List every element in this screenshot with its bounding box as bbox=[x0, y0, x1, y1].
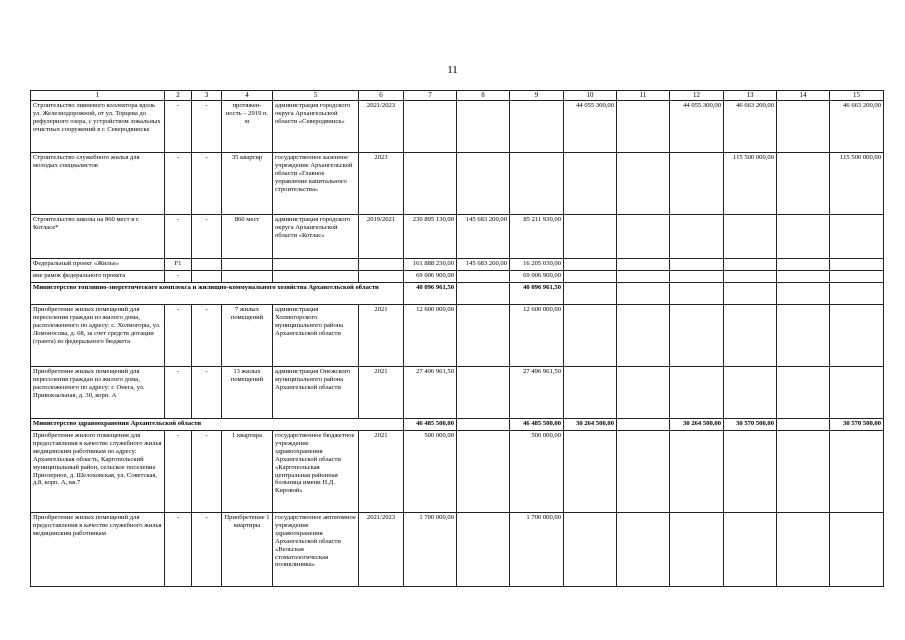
cell: 115 500 000,00 bbox=[830, 153, 884, 215]
cell bbox=[724, 305, 777, 367]
cell: 30 570 500,00 bbox=[724, 419, 777, 431]
row-name: Приобретение жилых помещений для переселения граждан из жилого дома, расположенного по адресу: г. Онега, ул. Привокзальная, д. 30, корп. А bbox=[31, 367, 165, 419]
cell bbox=[617, 431, 670, 513]
row-name: Строительство ливневого коллектора вдоль ул. Железнодорожной, от ул. Торцева до рефулерного озера, с устройством локальных очистных сооружений в г. Северодвинске bbox=[31, 101, 165, 153]
cell: 500 000,00 bbox=[404, 431, 457, 513]
cell bbox=[617, 153, 670, 215]
cell bbox=[222, 271, 273, 283]
cell bbox=[777, 367, 830, 419]
cell: 46 663 200,00 bbox=[724, 101, 777, 153]
col-header: 4 bbox=[222, 91, 273, 101]
cell: 7 жилых помещений bbox=[222, 305, 273, 367]
cell: - bbox=[192, 215, 222, 259]
cell bbox=[457, 283, 510, 305]
cell: 30 264 500,00 bbox=[670, 419, 724, 431]
row-name: Приобретение жилых помещений для переселения граждан из жилого дома, расположенного по адресу: с. Холмогоры, ул. Ломоносова, д. 68, за счет средств дотации (гранта) из федерального бюджета bbox=[31, 305, 165, 367]
cell: 40 096 961,50 bbox=[510, 283, 564, 305]
cell: - bbox=[192, 153, 222, 215]
col-header: 9 bbox=[510, 91, 564, 101]
cell bbox=[724, 259, 777, 271]
cell bbox=[457, 367, 510, 419]
cell bbox=[670, 513, 724, 587]
program-table bbox=[30, 90, 884, 587]
cell bbox=[724, 283, 777, 305]
cell bbox=[724, 271, 777, 283]
cell: F1 bbox=[165, 259, 192, 271]
cell: - bbox=[165, 431, 192, 513]
cell bbox=[670, 305, 724, 367]
cell: - bbox=[192, 431, 222, 513]
cell: 12 600 000,00 bbox=[404, 305, 457, 367]
cell: 16 205 030,00 bbox=[510, 259, 564, 271]
cell bbox=[457, 101, 510, 153]
cell bbox=[192, 259, 222, 271]
cell: 2021 bbox=[359, 367, 404, 419]
cell: 230 895 130,00 bbox=[404, 215, 457, 259]
col-header: 14 bbox=[777, 91, 830, 101]
cell: государственное казенное учреждение Архангельской области «Главное управление капитального строительства» bbox=[273, 153, 359, 215]
cell bbox=[457, 431, 510, 513]
cell bbox=[617, 419, 670, 431]
cell: 46 485 500,00 bbox=[404, 419, 457, 431]
row-name: Строительство служебного жилья для молодых специалистов bbox=[31, 153, 165, 215]
cell bbox=[404, 153, 457, 215]
cell: 40 096 961,50 bbox=[404, 283, 457, 305]
table-row bbox=[31, 215, 884, 259]
col-header: 13 bbox=[724, 91, 777, 101]
cell: 500 000,00 bbox=[510, 431, 564, 513]
table-row bbox=[31, 271, 884, 283]
cell bbox=[670, 271, 724, 283]
cell bbox=[359, 271, 404, 283]
cell bbox=[830, 513, 884, 587]
cell: - bbox=[165, 271, 192, 283]
cell bbox=[457, 419, 510, 431]
cell: 2019/2021 bbox=[359, 215, 404, 259]
cell: 44 055 300,00 bbox=[564, 101, 617, 153]
cell bbox=[564, 271, 617, 283]
cell bbox=[564, 431, 617, 513]
col-header: 11 bbox=[617, 91, 670, 101]
row-name: Приобретение жилых помещений для предоставления в качестве служебного жилья медицинским работникам bbox=[31, 513, 165, 587]
cell bbox=[617, 305, 670, 367]
cell bbox=[222, 259, 273, 271]
table-row bbox=[31, 513, 884, 587]
cell: - bbox=[165, 367, 192, 419]
section-row bbox=[31, 419, 884, 431]
cell: протяжен- ность – 2919 п. м bbox=[222, 101, 273, 153]
cell: - bbox=[192, 513, 222, 587]
cell: 2021/2023 bbox=[359, 101, 404, 153]
cell: 1 700 000,00 bbox=[404, 513, 457, 587]
cell bbox=[830, 431, 884, 513]
table-row bbox=[31, 431, 884, 513]
cell: - bbox=[192, 101, 222, 153]
cell bbox=[564, 513, 617, 587]
cell bbox=[777, 283, 830, 305]
cell bbox=[670, 283, 724, 305]
cell bbox=[564, 305, 617, 367]
cell: - bbox=[165, 513, 192, 587]
cell bbox=[777, 259, 830, 271]
cell: 2021/2023 bbox=[359, 513, 404, 587]
col-header: 10 bbox=[564, 91, 617, 101]
cell bbox=[457, 305, 510, 367]
cell: 1 квартира bbox=[222, 431, 273, 513]
cell: 46 485 500,00 bbox=[510, 419, 564, 431]
cell bbox=[777, 101, 830, 153]
cell bbox=[273, 259, 359, 271]
cell: государственное автономное учреждение здравоохранения Архангельской области «Вельская стоматологическая поликлиника» bbox=[273, 513, 359, 587]
table-row bbox=[31, 153, 884, 215]
cell bbox=[670, 215, 724, 259]
row-name: Приобретение жилого помещения для предоставления в качестве служебного жилья медицинским работникам по адресу: Архангельская область, Каргопольский муниципальный район, сельское поселение Приозерное, д. Шелоховская, ул. Советская, д.8, корп. А, кв.7 bbox=[31, 431, 165, 513]
section-title: Министерство здравоохранения Архангельской области bbox=[31, 419, 404, 431]
col-header: 6 bbox=[359, 91, 404, 101]
cell: государственное бюджетное учреждение здравоохранения Архангельской области «Каргопольская центральная районная больница имени Н.Д. Кировой» bbox=[273, 431, 359, 513]
cell bbox=[617, 101, 670, 153]
cell bbox=[617, 271, 670, 283]
cell bbox=[564, 367, 617, 419]
cell bbox=[777, 419, 830, 431]
cell: 2021 bbox=[359, 305, 404, 367]
cell bbox=[359, 259, 404, 271]
col-header: 2 bbox=[165, 91, 192, 101]
cell: 2023 bbox=[359, 153, 404, 215]
cell bbox=[564, 215, 617, 259]
cell bbox=[273, 271, 359, 283]
cell: 145 683 200,00 bbox=[457, 215, 510, 259]
cell: 44 055 300,00 bbox=[670, 101, 724, 153]
cell bbox=[617, 513, 670, 587]
col-header: 12 bbox=[670, 91, 724, 101]
cell: 30 570 500,00 bbox=[830, 419, 884, 431]
cell: 69 006 900,00 bbox=[404, 271, 457, 283]
cell bbox=[777, 215, 830, 259]
cell bbox=[670, 367, 724, 419]
cell: Приобретение 1 квартиры bbox=[222, 513, 273, 587]
cell: 85 211 930,00 bbox=[510, 215, 564, 259]
cell: - bbox=[165, 153, 192, 215]
cell: 13 жилых помещений bbox=[222, 367, 273, 419]
cell: 115 500 000,00 bbox=[724, 153, 777, 215]
cell: 161 888 230,00 bbox=[404, 259, 457, 271]
cell: 1 700 000,00 bbox=[510, 513, 564, 587]
cell: 2021 bbox=[359, 431, 404, 513]
cell: - bbox=[192, 367, 222, 419]
cell bbox=[564, 283, 617, 305]
cell bbox=[777, 153, 830, 215]
cell bbox=[564, 259, 617, 271]
cell bbox=[724, 431, 777, 513]
cell bbox=[670, 153, 724, 215]
table-row bbox=[31, 101, 884, 153]
cell bbox=[777, 431, 830, 513]
cell: - bbox=[165, 305, 192, 367]
cell: - bbox=[165, 101, 192, 153]
cell: 27 496 961,50 bbox=[510, 367, 564, 419]
col-header: 7 bbox=[404, 91, 457, 101]
cell: 12 600 000,00 bbox=[510, 305, 564, 367]
col-header: 1 bbox=[31, 91, 165, 101]
row-name: Федеральный проект «Жилье» bbox=[31, 259, 165, 271]
cell bbox=[617, 259, 670, 271]
row-name: Строительство школы на 860 мест в г. Котласе* bbox=[31, 215, 165, 259]
col-header: 8 bbox=[457, 91, 510, 101]
cell bbox=[457, 271, 510, 283]
cell bbox=[830, 367, 884, 419]
cell bbox=[617, 367, 670, 419]
cell bbox=[457, 513, 510, 587]
cell: 46 663 200,00 bbox=[830, 101, 884, 153]
cell bbox=[830, 283, 884, 305]
row-name: вне рамок федерального проекта bbox=[31, 271, 165, 283]
cell bbox=[510, 153, 564, 215]
cell: - bbox=[165, 215, 192, 259]
cell: 860 мест bbox=[222, 215, 273, 259]
cell bbox=[192, 271, 222, 283]
cell bbox=[457, 153, 510, 215]
cell bbox=[404, 101, 457, 153]
cell bbox=[724, 513, 777, 587]
cell bbox=[777, 305, 830, 367]
page-number: 11 bbox=[447, 64, 458, 76]
col-header: 15 bbox=[830, 91, 884, 101]
cell bbox=[564, 153, 617, 215]
table-row bbox=[31, 305, 884, 367]
cell: 30 264 500,00 bbox=[564, 419, 617, 431]
column-number-row bbox=[31, 91, 884, 101]
table-row bbox=[31, 367, 884, 419]
table-row bbox=[31, 259, 884, 271]
cell bbox=[777, 271, 830, 283]
cell bbox=[670, 431, 724, 513]
cell bbox=[830, 215, 884, 259]
cell: 145 683 200,00 bbox=[457, 259, 510, 271]
cell bbox=[830, 271, 884, 283]
cell: 27 496 961,50 bbox=[404, 367, 457, 419]
cell bbox=[510, 101, 564, 153]
cell bbox=[724, 367, 777, 419]
cell: 69 006 900,00 bbox=[510, 271, 564, 283]
cell bbox=[670, 259, 724, 271]
col-header: 3 bbox=[192, 91, 222, 101]
cell bbox=[830, 259, 884, 271]
cell bbox=[830, 305, 884, 367]
cell: администрация городского округа Архангельской области «Котлас» bbox=[273, 215, 359, 259]
cell: - bbox=[192, 305, 222, 367]
cell: администрация Онежского муниципального района Архангельской области bbox=[273, 367, 359, 419]
cell bbox=[724, 215, 777, 259]
cell bbox=[617, 215, 670, 259]
cell: администрация городского округа Архангельской области «Северодвинск» bbox=[273, 101, 359, 153]
col-header: 5 bbox=[273, 91, 359, 101]
section-row bbox=[31, 283, 884, 305]
cell: 35 квартир bbox=[222, 153, 273, 215]
cell: администрация Холмогорского муниципального района Архангельской области bbox=[273, 305, 359, 367]
cell bbox=[777, 513, 830, 587]
cell bbox=[617, 283, 670, 305]
section-title: Министерство топливно-энергетического комплекса и жилищно-коммунального хозяйства Архангельской области bbox=[31, 283, 404, 305]
